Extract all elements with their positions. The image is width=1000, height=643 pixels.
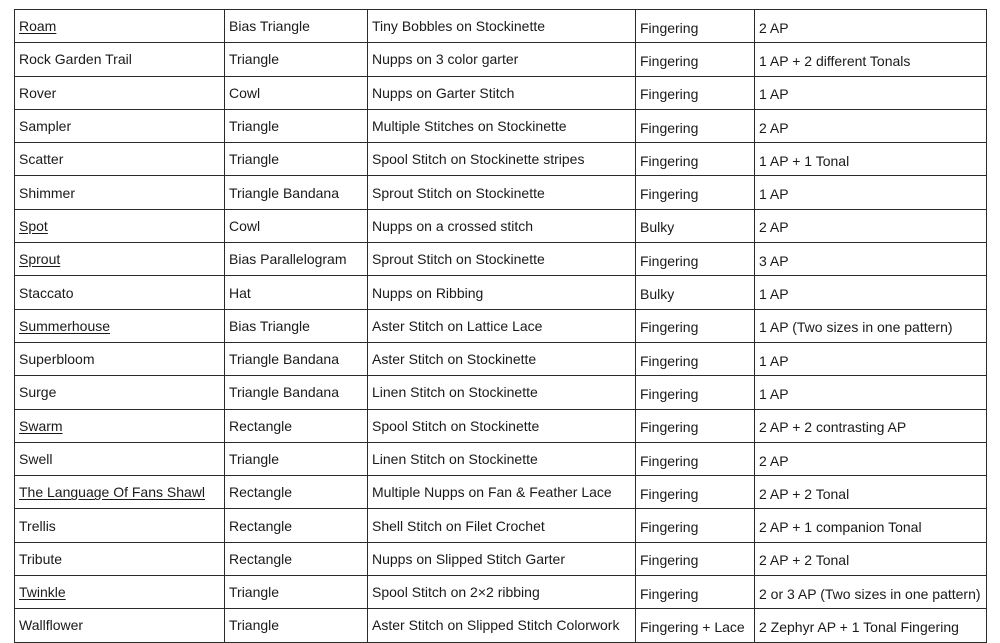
yarn-weight-cell: Fingering: [636, 542, 755, 575]
yarn-weight-cell: Fingering: [636, 43, 755, 76]
table-row: [15, 209, 987, 242]
table-row: [15, 609, 987, 642]
pattern-table: [14, 9, 987, 643]
pattern-name-cell: [15, 276, 225, 309]
pattern-name-text: Staccato: [19, 284, 74, 301]
pattern-name-cell: [15, 76, 225, 109]
yarn-amount-cell: 2 or 3 AP (Two sizes in one pattern): [755, 576, 987, 609]
pattern-name-cell: [15, 109, 225, 142]
shape-cell: Triangle: [225, 143, 368, 176]
table-row: [15, 76, 987, 109]
table-row: [15, 109, 987, 142]
table-row: [15, 542, 987, 575]
yarn-amount-cell: 2 Zephyr AP + 1 Tonal Fingering: [755, 609, 987, 642]
pattern-name-cell: [15, 143, 225, 176]
yarn-weight-cell: Fingering: [636, 143, 755, 176]
pattern-name-cell: [15, 409, 225, 442]
shape-cell: Bias Triangle: [225, 309, 368, 342]
shape-cell: Triangle Bandana: [225, 376, 368, 409]
pattern-name-link[interactable]: Spot: [19, 217, 48, 234]
table-row: [15, 442, 987, 475]
pattern-name-link[interactable]: Roam: [19, 18, 57, 35]
technique-cell: Spool Stitch on Stockinette stripes: [368, 143, 636, 176]
pattern-name-cell: [15, 309, 225, 342]
yarn-amount-cell: 2 AP: [755, 109, 987, 142]
table-row: [15, 509, 987, 542]
pattern-name-cell: [15, 542, 225, 575]
technique-cell: Aster Stitch on Slipped Stitch Colorwork: [368, 609, 636, 642]
yarn-amount-cell: 2 AP + 1 companion Tonal: [755, 509, 987, 542]
technique-cell: Nupps on Ribbing: [368, 276, 636, 309]
pattern-name-text: Superbloom: [19, 351, 95, 368]
pattern-name-cell: [15, 476, 225, 509]
yarn-amount-cell: 2 AP: [755, 442, 987, 475]
yarn-weight-cell: Fingering: [636, 109, 755, 142]
yarn-amount-cell: 2 AP: [755, 209, 987, 242]
yarn-weight-cell: Fingering: [636, 76, 755, 109]
pattern-name-text: Shimmer: [19, 184, 76, 201]
technique-cell: Spool Stitch on 2×2 ribbing: [368, 576, 636, 609]
pattern-name-cell: [15, 10, 225, 43]
shape-cell: Triangle Bandana: [225, 176, 368, 209]
pattern-name-cell: [15, 576, 225, 609]
yarn-weight-cell: Fingering: [636, 509, 755, 542]
yarn-amount-cell: 1 AP + 2 different Tonals: [755, 43, 987, 76]
shape-cell: Rectangle: [225, 509, 368, 542]
table-row: [15, 309, 987, 342]
shape-cell: Triangle: [225, 43, 368, 76]
pattern-name-cell: [15, 509, 225, 542]
pattern-name-link[interactable]: The Language Of Fans Shawl: [19, 484, 206, 501]
table-row: [15, 143, 987, 176]
technique-cell: Nupps on Garter Stitch: [368, 76, 636, 109]
yarn-weight-cell: Fingering: [636, 376, 755, 409]
yarn-amount-cell: 2 AP: [755, 10, 987, 43]
table-row: [15, 476, 987, 509]
yarn-weight-cell: Fingering: [636, 10, 755, 43]
shape-cell: Triangle: [225, 109, 368, 142]
shape-cell: Cowl: [225, 76, 368, 109]
yarn-weight-cell: Fingering: [636, 176, 755, 209]
table-row: [15, 342, 987, 375]
technique-cell: Linen Stitch on Stockinette: [368, 442, 636, 475]
shape-cell: Bias Triangle: [225, 10, 368, 43]
table-row: [15, 376, 987, 409]
pattern-name-cell: [15, 209, 225, 242]
yarn-weight-cell: Fingering + Lace: [636, 609, 755, 642]
yarn-amount-cell: 1 AP: [755, 342, 987, 375]
technique-cell: Tiny Bobbles on Stockinette: [368, 10, 636, 43]
technique-cell: Aster Stitch on Lattice Lace: [368, 309, 636, 342]
yarn-weight-cell: Bulky: [636, 209, 755, 242]
yarn-weight-cell: Fingering: [636, 442, 755, 475]
shape-cell: Rectangle: [225, 409, 368, 442]
pattern-name-text: Trellis: [19, 517, 56, 534]
pattern-name-cell: [15, 376, 225, 409]
table-row: [15, 176, 987, 209]
pattern-name-cell: [15, 176, 225, 209]
pattern-name-text: Surge: [19, 384, 57, 401]
yarn-weight-cell: Bulky: [636, 276, 755, 309]
yarn-weight-cell: Fingering: [636, 476, 755, 509]
pattern-name-cell: [15, 609, 225, 642]
pattern-table-body: [15, 10, 987, 643]
yarn-amount-cell: 1 AP: [755, 176, 987, 209]
technique-cell: Sprout Stitch on Stockinette: [368, 176, 636, 209]
shape-cell: Rectangle: [225, 476, 368, 509]
technique-cell: Nupps on a crossed stitch: [368, 209, 636, 242]
technique-cell: Shell Stitch on Filet Crochet: [368, 509, 636, 542]
pattern-name-link[interactable]: Sprout: [19, 251, 61, 268]
pattern-name-link[interactable]: Swarm: [19, 417, 63, 434]
table-row: [15, 10, 987, 43]
pattern-name-cell: [15, 342, 225, 375]
yarn-amount-cell: 1 AP + 1 Tonal: [755, 143, 987, 176]
pattern-name-text: Rover: [19, 84, 57, 101]
yarn-amount-cell: 2 AP + 2 Tonal: [755, 476, 987, 509]
table-row: [15, 43, 987, 76]
pattern-name-cell: [15, 442, 225, 475]
shape-cell: Rectangle: [225, 542, 368, 575]
pattern-name-text: Wallflower: [19, 617, 84, 634]
technique-cell: Nupps on 3 color garter: [368, 43, 636, 76]
shape-cell: Cowl: [225, 209, 368, 242]
yarn-amount-cell: 3 AP: [755, 243, 987, 276]
shape-cell: Triangle: [225, 609, 368, 642]
yarn-weight-cell: Fingering: [636, 342, 755, 375]
technique-cell: Linen Stitch on Stockinette: [368, 376, 636, 409]
technique-cell: Multiple Nupps on Fan & Feather Lace: [368, 476, 636, 509]
pattern-name-text: Rock Garden Trail: [19, 51, 132, 68]
pattern-name-link[interactable]: Twinkle: [19, 584, 66, 601]
yarn-amount-cell: 1 AP (Two sizes in one pattern): [755, 309, 987, 342]
table-row: [15, 276, 987, 309]
pattern-name-cell: [15, 243, 225, 276]
yarn-amount-cell: 2 AP + 2 contrasting AP: [755, 409, 987, 442]
technique-cell: Sprout Stitch on Stockinette: [368, 243, 636, 276]
pattern-name-cell: [15, 43, 225, 76]
yarn-amount-cell: 2 AP + 2 Tonal: [755, 542, 987, 575]
table-row: [15, 409, 987, 442]
shape-cell: Triangle: [225, 576, 368, 609]
pattern-name-text: Swell: [19, 451, 53, 467]
yarn-weight-cell: Fingering: [636, 243, 755, 276]
technique-cell: Nupps on Slipped Stitch Garter: [368, 542, 636, 575]
yarn-weight-cell: Fingering: [636, 409, 755, 442]
shape-cell: Triangle Bandana: [225, 342, 368, 375]
yarn-amount-cell: 1 AP: [755, 276, 987, 309]
shape-cell: Hat: [225, 276, 368, 309]
yarn-amount-cell: 1 AP: [755, 76, 987, 109]
yarn-weight-cell: Fingering: [636, 576, 755, 609]
table-row: [15, 243, 987, 276]
shape-cell: Bias Parallelogram: [225, 243, 368, 276]
yarn-weight-cell: Fingering: [636, 309, 755, 342]
technique-cell: Spool Stitch on Stockinette: [368, 409, 636, 442]
technique-cell: Multiple Stitches on Stockinette: [368, 109, 636, 142]
pattern-name-text: Tribute: [19, 550, 63, 567]
technique-cell: Aster Stitch on Stockinette: [368, 342, 636, 375]
yarn-amount-cell: 1 AP: [755, 376, 987, 409]
table-row: [15, 576, 987, 609]
pattern-name-link[interactable]: Summerhouse: [19, 317, 111, 334]
shape-cell: Triangle: [225, 442, 368, 475]
pattern-name-text: Sampler: [19, 118, 72, 135]
pattern-table-container: [14, 9, 986, 643]
pattern-name-text: Scatter: [19, 151, 64, 168]
